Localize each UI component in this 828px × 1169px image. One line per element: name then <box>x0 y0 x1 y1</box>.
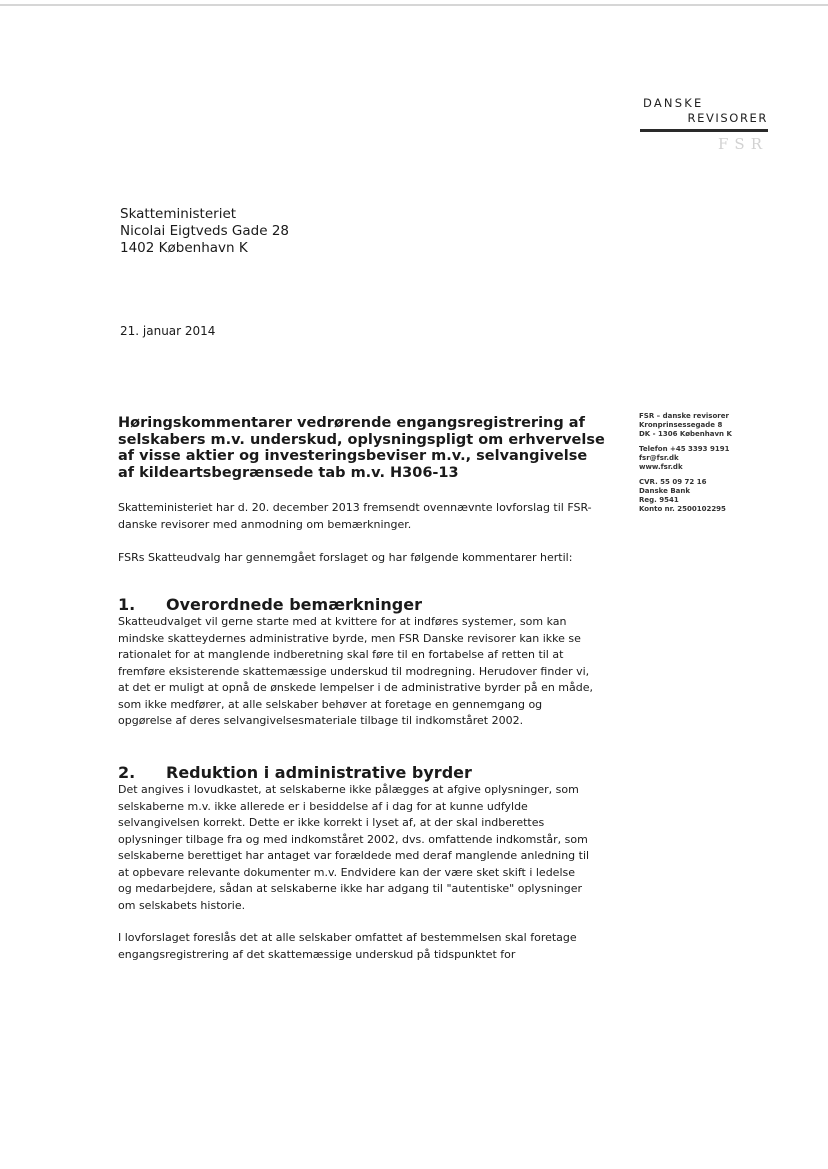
sender-address <box>639 412 732 439</box>
logo-line-danske: DANSKE <box>643 96 704 110</box>
intro-paragraph: FSRs Skatteudvalg har gennemgået forslaget og har følgende kommentarer hertil: <box>118 551 573 564</box>
section-paragraph: Skatteudvalget vil gerne starte med at kvittere for at indføres systemer, som kan mindske skatteydernes administrative byrde, men FSR Danske revisorer kan ikke se rationalet for at manglende indberetning skal føre til en fortabelse af retten til at fremføre eksisterende skattemæssige underskud til modregning. Herudover finder vi, at det er muligt at opnå de ønskede lempelser i de administrative byrder på en måde, som ikke medfører, at alle selskaber behøver at foretage en gennemgang og opgørelse af deres selvangivelsesmateriale tilbage til indkomståret 2002. <box>118 615 594 727</box>
sender-street: Kronprinsessegade 8 <box>639 421 723 429</box>
letter-title: Høringskommentarer vedrørende engangsregistrering af selskabers m.v. underskud, oplysningspligt om erhvervelse af visse aktier og investeringsbeviser m.v., selvangivelse af kildeartsbegrænsede tab m.v. H306-13 <box>118 415 605 481</box>
sender-cvr: CVR. 55 09 72 16 <box>639 478 707 486</box>
sender-web: www.fsr.dk <box>639 463 683 471</box>
section-paragraph: I lovforslaget foreslås det at alle selskaber omfattet af bestemmelsen skal foretage engangsregistrering af det skattemæssige underskud på tidspunktet for <box>118 931 577 961</box>
section-number: 2. <box>118 763 136 782</box>
sender-info <box>639 412 732 520</box>
section-paragraph: Det angives i lovudkastet, at selskaberne ikke pålægges at afgive oplysninger, som selskaberne m.v. ikke allerede er i besiddelse af i dag for at kunne udfylde selvangivelsen korrekt. Dette er ikke korrekt i lyset af, at der skal indberettes oplysninger tilbage fra og med indkomståret 2002, dvs. omfattende indkomstår, som selskaberne berettiget har antaget var forældede med deraf manglende anledning til at opbevare relevante dokumenter m.v. Endvidere kan der være sket skift i ledelse og medarbejdere, sådan at selskaberne ikke har adgang til "autentiske" oplysninger om selskabets historie. <box>118 783 590 912</box>
recipient-address <box>120 206 289 257</box>
scan-edge-line <box>0 4 828 6</box>
logo-line-revisorer: REVISORER <box>687 111 768 125</box>
sender-org: FSR – danske revisorer <box>639 412 729 420</box>
fsr-logo <box>640 96 768 153</box>
recipient-name: Skatteministeriet <box>120 206 237 222</box>
logo-bar <box>640 129 768 132</box>
sender-email: fsr@fsr.dk <box>639 454 679 462</box>
sender-phone: Telefon +45 3393 9191 <box>639 445 730 453</box>
letter-date: 21. januar 2014 <box>120 324 216 338</box>
sender-account: Konto nr. 2500102295 <box>639 505 726 513</box>
section-title: Overordnede bemærkninger <box>166 595 422 614</box>
section-title: Reduktion i administrative byrder <box>166 763 472 782</box>
sender-bank <box>639 478 732 514</box>
sender-bank-name: Danske Bank <box>639 487 691 495</box>
intro-paragraph: Skatteministeriet har d. 20. december 2013 fremsendt ovennævnte lovforslag til FSR-danske revisorer med anmodning om bemærkninger. <box>118 501 592 531</box>
sender-reg: Reg. 9541 <box>639 496 679 504</box>
recipient-street: Nicolai Eigtveds Gade 28 <box>120 223 290 239</box>
section-number: 1. <box>118 595 136 614</box>
sender-contact <box>639 445 732 472</box>
recipient-city: 1402 København K <box>120 240 248 256</box>
logo-fsr-mark: FSR <box>718 135 768 153</box>
section-heading <box>118 595 422 614</box>
sender-city: DK - 1306 København K <box>639 430 732 438</box>
section-heading <box>118 763 472 782</box>
